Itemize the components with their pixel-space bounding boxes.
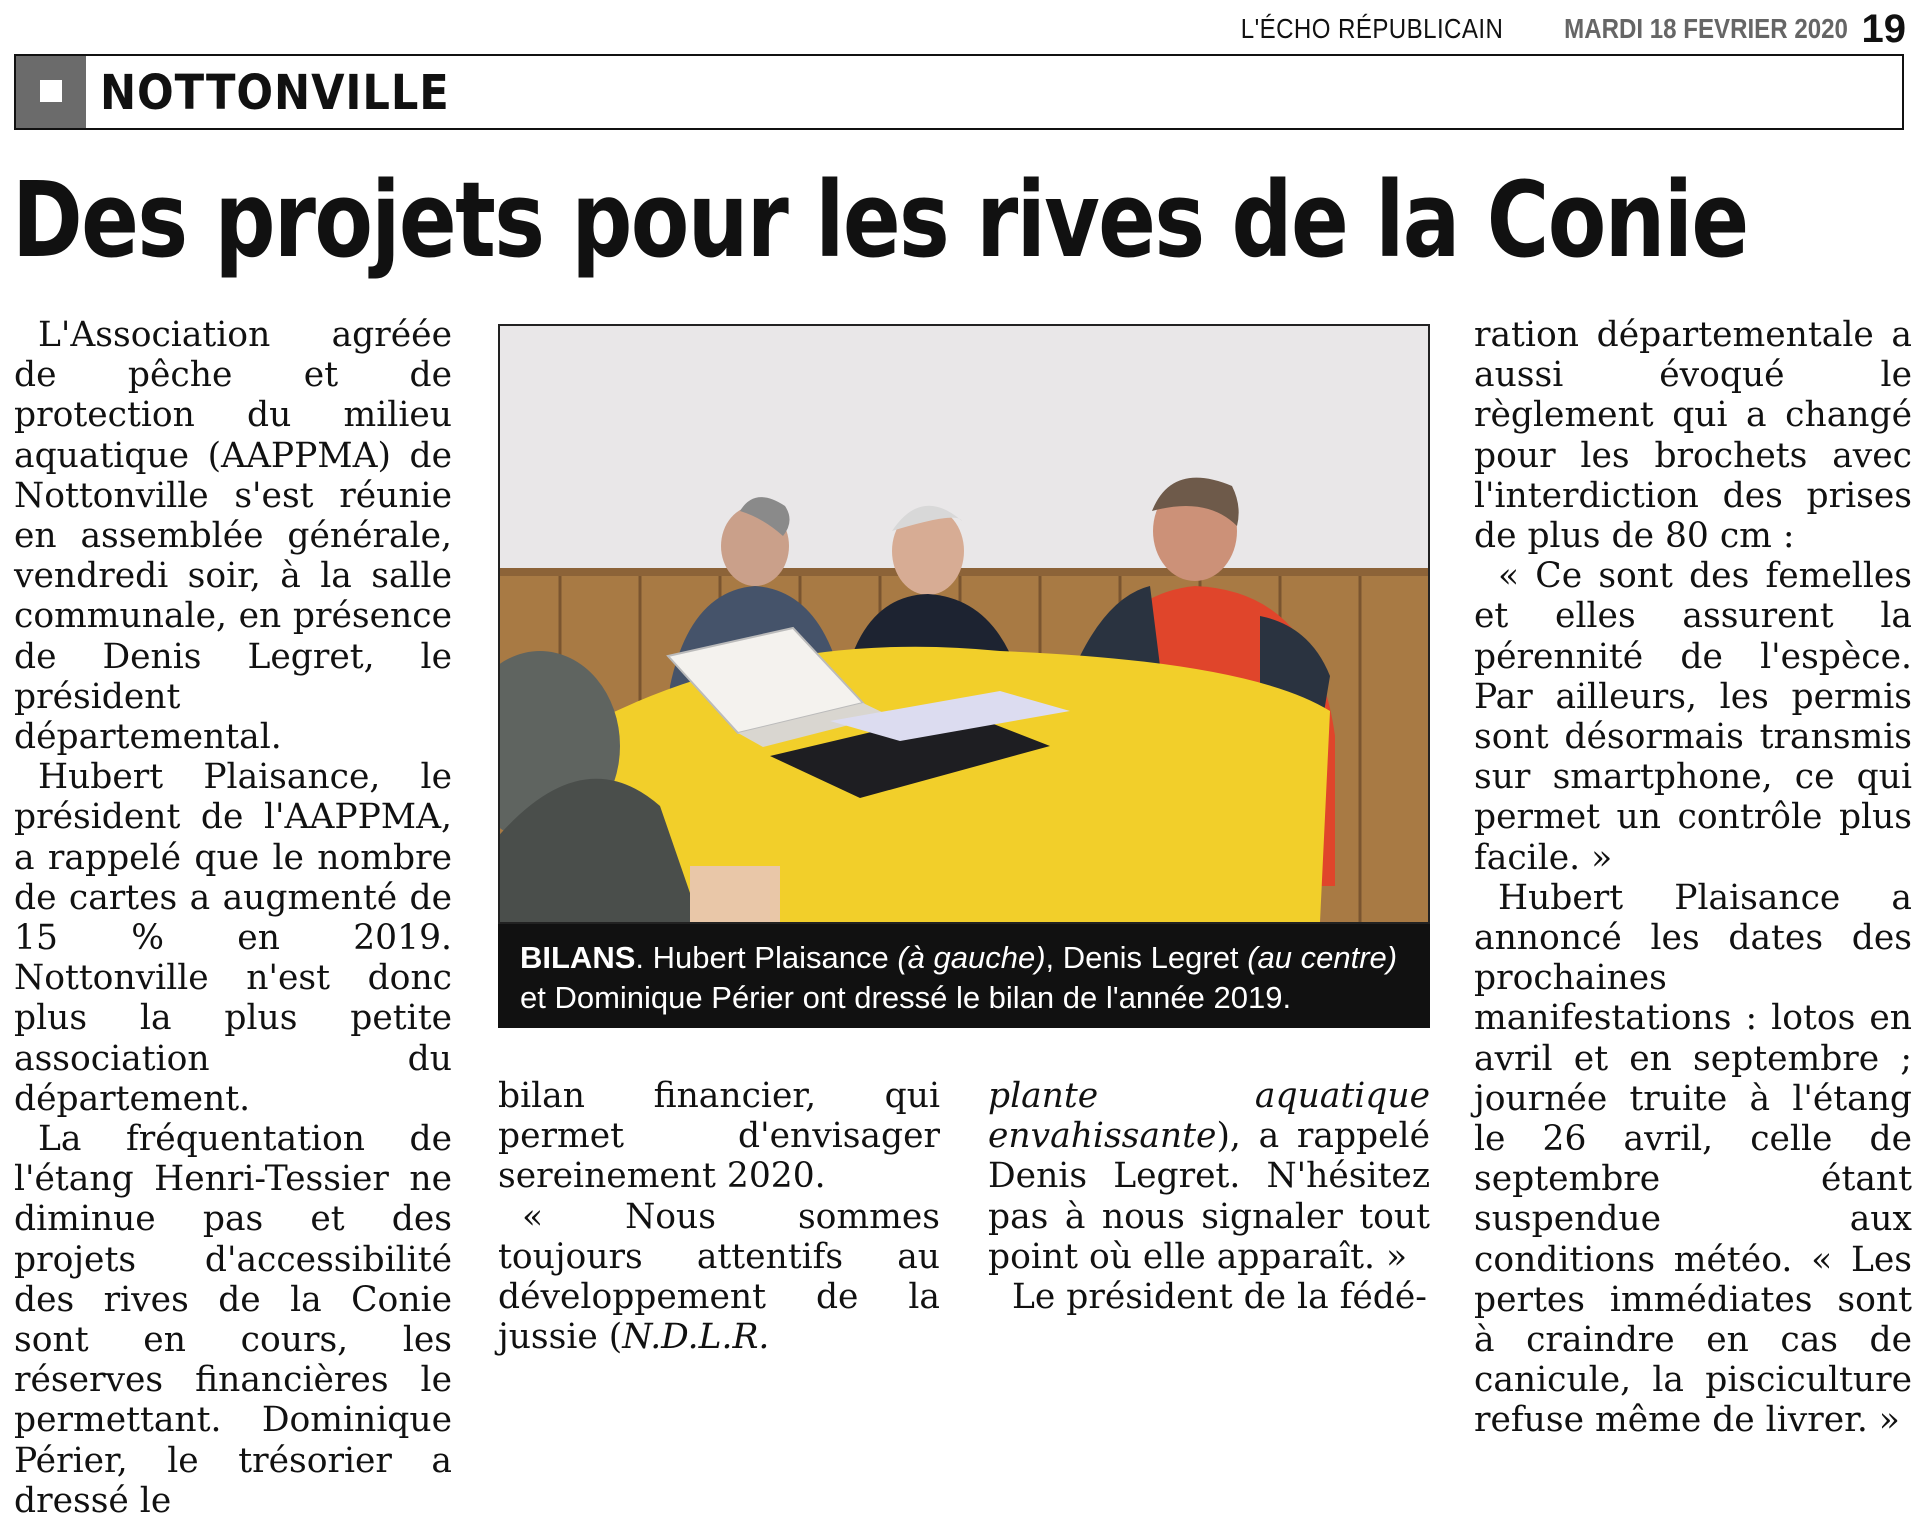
paragraph: La fréquentation de l'étang Henri-Tessier ne diminue pas et des projets d'accessibilité des rives de la Conie sont en cours, les réserves financières le permettant. Dominique Périer, le trésorier a dressé le [14,1119,452,1521]
paragraph: ration départementale a aussi évoqué le règlement qui a changé pour les brochets avec l'interdiction des prises de plus de 80 cm : [1474,315,1912,557]
paragraph [988,1076,1430,1277]
article-column-2 [498,1076,940,1357]
paragraph: bilan financier, qui permet d'envisager sereinement 2020. [498,1076,940,1197]
article-column-1 [14,315,452,1521]
caption-position: (au centre) [1247,940,1398,975]
caption-text: et Dominique Périer ont dressé le bilan de l'année 2019. [520,980,1292,1015]
article-photo [498,324,1430,924]
caption-name: Hubert Plaisance [652,940,889,975]
caption-position: (à gauche) [897,940,1046,975]
paragraph-italic: N.D.L.R. [622,1317,770,1358]
section-tab [16,56,86,128]
square-icon [40,80,62,102]
masthead [1198,6,1906,52]
caption-name: Denis Legret [1062,940,1239,975]
article-column-3 [988,1076,1430,1317]
paragraph: « Ce sont des femelles et elles assurent la pérennité de l'espèce. Par ailleurs, les permis sont désormais transmis sur smartphone, ce qui permet un contrôle plus facile. » [1474,556,1912,878]
paragraph-text: Hubert Plaisance a annoncé les dates des prochaines manifestations : lotos en avril et en septembre ; journée truite à l'étang le 26 avril, celle de septembre étant suspendue aux conditions météo. « Les pertes immédiates sont à craindre en cas de canicule, la pisciculture refuse même de livrer. » [1474,877,1912,1441]
paragraph-italic: plante aquatique envahissante [988,1076,1430,1157]
issue-date: MARDI 18 FEVRIER 2020 [1563,13,1848,44]
caption-lead: BILANS [520,940,636,975]
headline: Des projets pour les rives de la Conie [12,159,1748,281]
section-bar [14,54,1904,130]
section-name: NOTTONVILLE [100,65,450,121]
caption-text: . [635,940,653,975]
paragraph: Le président de la fédé- [1012,1277,1427,1318]
paragraph: L'Association agréée de pêche et de protection du milieu aquatique (AAPPMA) de Nottonville s'est réunie en assemblée générale, vendredi soir, à la salle communale, en présence de Denis Legret, le président départemental. [14,315,452,758]
photo-caption: BILANS. Hubert Plaisance (à gauche), Denis Legret (au centre) et Dominique Périer ont dressé le bilan de l'année 2019. [498,924,1430,1028]
paragraph [498,1197,940,1358]
page-number: 19 [1861,6,1906,51]
article-column-4 [1474,315,1912,1442]
meeting-photo-illustration [500,326,1428,922]
paragraph-text: « Nous sommes toujours attentifs au développement de la jussie ( [498,1196,940,1358]
paragraph [1474,878,1912,1442]
paragraph: Hubert Plaisance, le président de l'AAPPMA, a rappelé que le nombre de cartes a augmenté de 15 % en 2019. Nottonville n'est donc plus la plus petite association du département. [14,757,452,1119]
newspaper-name: L'ÉCHO RÉPUBLICAIN [1241,13,1504,44]
paragraph-text: ), a rappelé Denis Legret. N'hésitez pas à nous signaler tout point où elle apparaît. » [988,1116,1430,1277]
